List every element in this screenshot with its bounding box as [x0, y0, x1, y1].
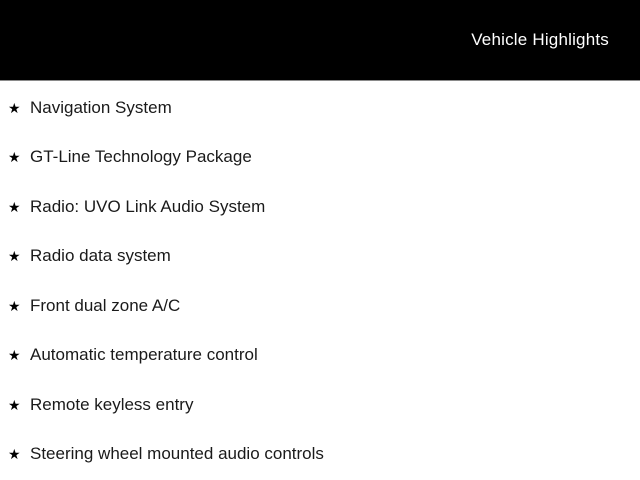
list-item	[0, 331, 640, 381]
list-item	[0, 182, 640, 232]
star-icon: ★	[8, 347, 21, 364]
header	[0, 0, 640, 81]
list-item-label: GT-Line Technology Package	[30, 147, 252, 167]
star-icon: ★	[8, 99, 21, 116]
star-icon: ★	[8, 248, 21, 265]
list-item	[0, 133, 640, 183]
star-icon: ★	[8, 149, 21, 166]
list-item-label: Navigation System	[30, 97, 172, 117]
list-item	[0, 380, 640, 430]
star-icon: ★	[8, 297, 21, 314]
list-item	[0, 430, 640, 480]
highlights-list	[0, 81, 640, 479]
list-item-label: Front dual zone A/C	[30, 295, 181, 315]
list-item	[0, 83, 640, 133]
page-title: Vehicle Highlights	[471, 30, 609, 49]
list-item-label: Radio: UVO Link Audio System	[30, 196, 266, 216]
star-icon: ★	[8, 396, 21, 413]
star-icon: ★	[8, 198, 21, 215]
list-item-label: Remote keyless entry	[30, 394, 194, 414]
list-item-label: Automatic temperature control	[30, 345, 258, 365]
list-item-label: Steering wheel mounted audio controls	[30, 444, 324, 464]
list-item	[0, 281, 640, 331]
list-item-label: Radio data system	[30, 246, 171, 266]
star-icon: ★	[8, 446, 21, 463]
list-item	[0, 232, 640, 282]
